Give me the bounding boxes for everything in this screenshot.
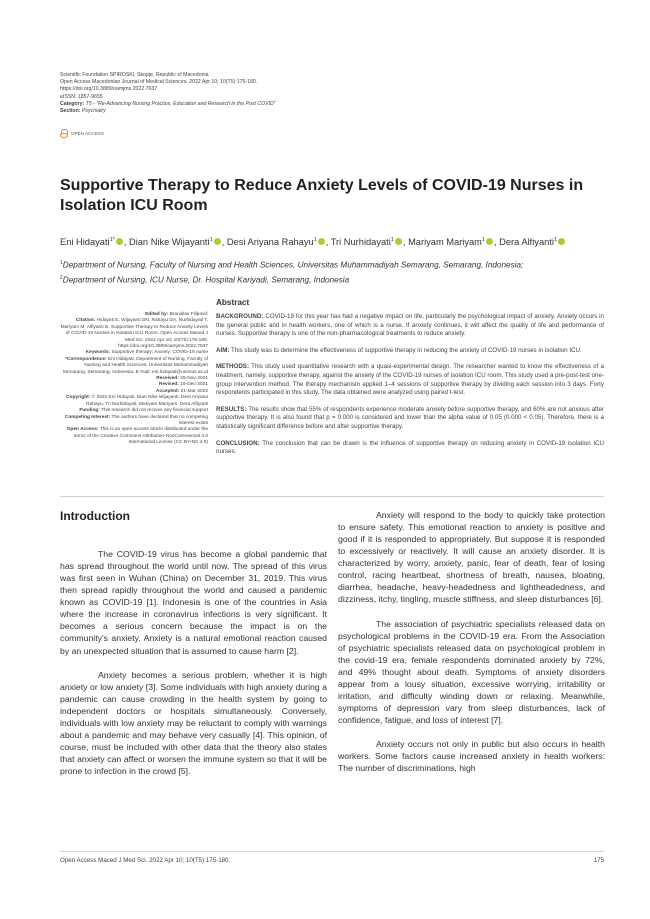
orcid-icon[interactable] bbox=[558, 238, 565, 245]
page-number: 175 bbox=[593, 857, 604, 864]
section-divider bbox=[60, 496, 604, 497]
received-date: Received: 29-Nov-2021 bbox=[156, 376, 208, 382]
citation-info: Citation: Hidayati E, Wijayanti DN, Rahayu DA, Nurhidayati T, Mariyam M, Alfiyanti D. Supportive Therapy to Reduce Anxiety Levels of COVID-19 Nurses in Isolation ICU Room. Open Access Maced J Med Sci. 2022 Apr 10; 10(T5):175-180. https://doi.org/10.3889/oamjms.2022.7637 bbox=[60, 318, 208, 350]
author-name[interactable]: Mariyam Mariyam bbox=[408, 237, 482, 248]
keywords: Keywords: Supportive therapy; Anxiety; COVID-19 nurse bbox=[85, 350, 208, 356]
section-line: Section: Psychiatry bbox=[60, 108, 106, 115]
copyright: Copyright: © 2022 Eni Hidayati, Dian Nike Wijayanti, Desi Ariyana Rahayu, Tri Nurhidayati, Mariyam Mariyam, Dera Alfiyanti bbox=[66, 395, 208, 407]
author-affiliation-mark: 1 bbox=[481, 237, 485, 243]
abstract-body bbox=[216, 313, 604, 465]
affiliation: $^2$Department of Nursing, ICU Nurse, Dr. Hospital Kariyadi, Semarang, Indonesia bbox=[60, 274, 350, 285]
orcid-icon[interactable] bbox=[486, 238, 493, 245]
orcid-icon[interactable] bbox=[116, 238, 123, 245]
competing-interest: Competing Interest: The authors have declared that no competing interest exists bbox=[64, 414, 208, 426]
abstract-heading: Abstract bbox=[216, 298, 250, 307]
body-paragraph: The association of psychiatric specialists released data on psychological problems in the COVID-19 era. From the Association of psychiatric specialists released data on psychological problem in the covid-19 era, female respondents dominated anxiety by 72%, and 49% thought about death. Symptoms of anxiety disorders appear from a lousy situation, excessive worrying, irritability or irritation, and difficulty winding down or relaxing. Meanwhile, symptoms of depression vary from sleep disturbances, lack of confidence, fatigue, and loss of interest [7]. bbox=[338, 618, 605, 725]
affiliation-list bbox=[60, 257, 620, 286]
abstract-conclusion: CONCLUSION: The conclusion that can be drawn is the influence of supportive therapy on reducing anxiety in COVID-19 isolation ICU nurses. bbox=[216, 439, 604, 456]
publisher-line: Scientific Foundation SPIROSKI, Skopje, Republic of Macedonia bbox=[60, 72, 209, 78]
accepted-date: Accepted: 31-Mar-2022 bbox=[155, 388, 208, 394]
abstract-background: BACKGROUND: COVID-19 for this year has had a negative impact on life, particularly the psychological impact of anxiety. Anxiety occurs in the general public and in health workers, one of which is a nurse. If anxiety continues, it will affect the quality of life and performance of nurses. Supportive therapy is one of the non-pharmacological treatments to reduce anxiety. bbox=[216, 313, 604, 338]
author-name[interactable]: Tri Nurhidayati bbox=[330, 237, 391, 248]
abstract-aim: AIM: This study was to determine the effectiveness of supportive therapy in reducing the anxiety of COVID-19 nurses in isolation ICU. bbox=[216, 346, 582, 354]
author-affiliation-mark: 1 bbox=[209, 237, 213, 243]
body-paragraph: Anxiety will respond to the body to quickly take protection to ensure safety. This emotional reaction to anxiety is positive and good if it is responded to appropriately. But suppose it is responded to excessively or reactively. It will cause an anxiety disorder. It is characterized by worry, anxiety, panic, fear of death, fear of losing control, racing heartbeat, shortness of breath, nausea, bloating, diarrhea, headache, heavy-headedness and lightheadedness, and dizziness, itchy, tingling, muscle stiffness, and sleep disturbances [6]. bbox=[338, 510, 605, 605]
open-access-lock-icon bbox=[60, 129, 68, 138]
abstract-methods: METHODS: This study used quantitative research with a quasi-experimental design. The researcher wanted to know the effectiveness of a treatment, namely, supportive therapy, against the anxiety of the COVID-19 nurses of isolation ICU room. This study used a pre-post-test one-group intervention method. The therapy mechanism applied 1–4 sessions of supportive therapy by dividing each session into 3 days. Forty respondents participated in this study. The data obtained were analyzed using paired t-test. bbox=[216, 363, 604, 397]
open-access-label: OPEN ACCESS bbox=[71, 130, 104, 136]
affiliation: $^1$Department of Nursing, Faculty of Nursing and Health Sciences, Universitas Muhammadiyah Semarang, Semarang, Indonesia; bbox=[60, 260, 524, 270]
author-affiliation-mark: 1 bbox=[313, 237, 317, 243]
correspondence: *Correspondence: Eni Hidayati, Department of Nursing, Faculty of Nursing and Health Sciences, Universitas Muhammadiyah Semarang, Semarang, Indonesia. E-mail: eni.hidayati@unimus.ac.id bbox=[62, 356, 208, 375]
abstract-results: RESULTS: The results show that 55% of respondents experience moderate anxiety before supportive therapy, and 60% are not anxious after supportive therapy. It is also found that p = 0.000 is considered and lower than the alpha value of 0.05 (0.000 < 0.05). Therefore, there is a statistically significant difference before and after supportive therapy. bbox=[216, 405, 604, 430]
funding: Funding: This research did not receive any financial support bbox=[79, 408, 208, 414]
body-paragraph: Anxiety occurs not only in public but also occurs in health workers. Some factors cause increased anxiety in health workers: The number of discriminations, high bbox=[338, 739, 605, 774]
author-affiliation-mark: 1* bbox=[109, 237, 115, 243]
journal-citation-line: Open Access Macedonian Journal of Medical Sciences. 2022 Apr 10; 10(T5):175-180. bbox=[60, 79, 258, 86]
author-name[interactable]: Dera Alfiyanti bbox=[499, 237, 554, 248]
body-paragraph: Anxiety becomes a serious problem, whether it is high anxiety or low anxiety [3]. Some individuals with high anxiety during a pandemic can cause crowding in the health system by going to independent doctors or hospitals simultaneously. Conversely, individuals with low anxiety may be reluctant to comply with warnings about a pandemic and may behave very casually [4]. This opinion, of course, must be included with other data that the theory also states that anxiety can affect or worsen the immune system so that it will be prone to infection in the crowd [5]. bbox=[60, 669, 327, 777]
category-line: Category: T5 - "Re-Advancing Nursing Practice, Education and Research in the Post COVID" bbox=[60, 100, 276, 107]
body-column-left bbox=[60, 548, 327, 789]
orcid-icon[interactable] bbox=[214, 238, 221, 245]
journal-header bbox=[60, 72, 480, 115]
body-column-right bbox=[338, 509, 605, 786]
open-access-license: Open Access: This is an open-access article distributed under the terms of the Creative Commons Attribution-NonCommercial 4.0 International License (CC BY-NC 4.0) bbox=[66, 427, 208, 446]
revised-date: Revised: 19-Dec-2021 bbox=[158, 382, 208, 388]
author-affiliation-mark: 1 bbox=[390, 237, 394, 243]
author-name[interactable]: Dian Nike Wijayanti bbox=[128, 237, 210, 248]
footer-divider bbox=[60, 851, 604, 852]
doi-link[interactable]: https://doi.org/10.3889/oamjms.2022.7637 bbox=[60, 86, 158, 93]
orcid-icon[interactable] bbox=[395, 238, 402, 245]
open-access-badge bbox=[60, 128, 104, 138]
body-paragraph: The COVID-19 virus has become a global pandemic that has spread throughout the world until now. The spread of this virus was first seen in Wuhan (China) on December 31, 2019. This virus then spread rapidly throughout the world and caused a pandemic known as COVID-19 [1]. Indonesia is one of the countries in Asia where the increase in coronavirus infections is very significant. It becomes a serious concern because the impact is on the community's anxiety. Anxiety is a natural emotional reaction caused by an unexpected situation that is assumed to cause harm [2]. bbox=[60, 549, 327, 656]
author-name[interactable]: Eni Hidayati bbox=[60, 237, 110, 248]
author-affiliation-mark: 1 bbox=[553, 237, 558, 243]
introduction-heading: Introduction bbox=[60, 509, 130, 523]
author-list: Eni Hidayati$^{1*}$ , Dian Nike Wijayanti$^1$ , Desi Ariyana Rahayu$^1$ , Tri Nurhidayati$^1$ , Mariyam Mariyam$^1$ , Dera Alfiyanti$^1$ bbox=[60, 234, 620, 248]
footer-citation: Open Access Maced J Med Sci. 2022 Apr 10; 10(T5):175-180. bbox=[60, 857, 231, 864]
article-info-sidebar bbox=[60, 312, 208, 447]
edited-by: Edited by: Branislav Filipović bbox=[145, 312, 208, 317]
author-name[interactable]: Desi Ariyana Rahayu bbox=[226, 237, 314, 248]
eissn-line: eISSN: 1857-9655 bbox=[60, 93, 103, 100]
orcid-icon[interactable] bbox=[318, 238, 325, 245]
article-title: Supportive Therapy to Reduce Anxiety Levels of COVID-19 Nurses in Isolation ICU Room bbox=[60, 177, 584, 214]
